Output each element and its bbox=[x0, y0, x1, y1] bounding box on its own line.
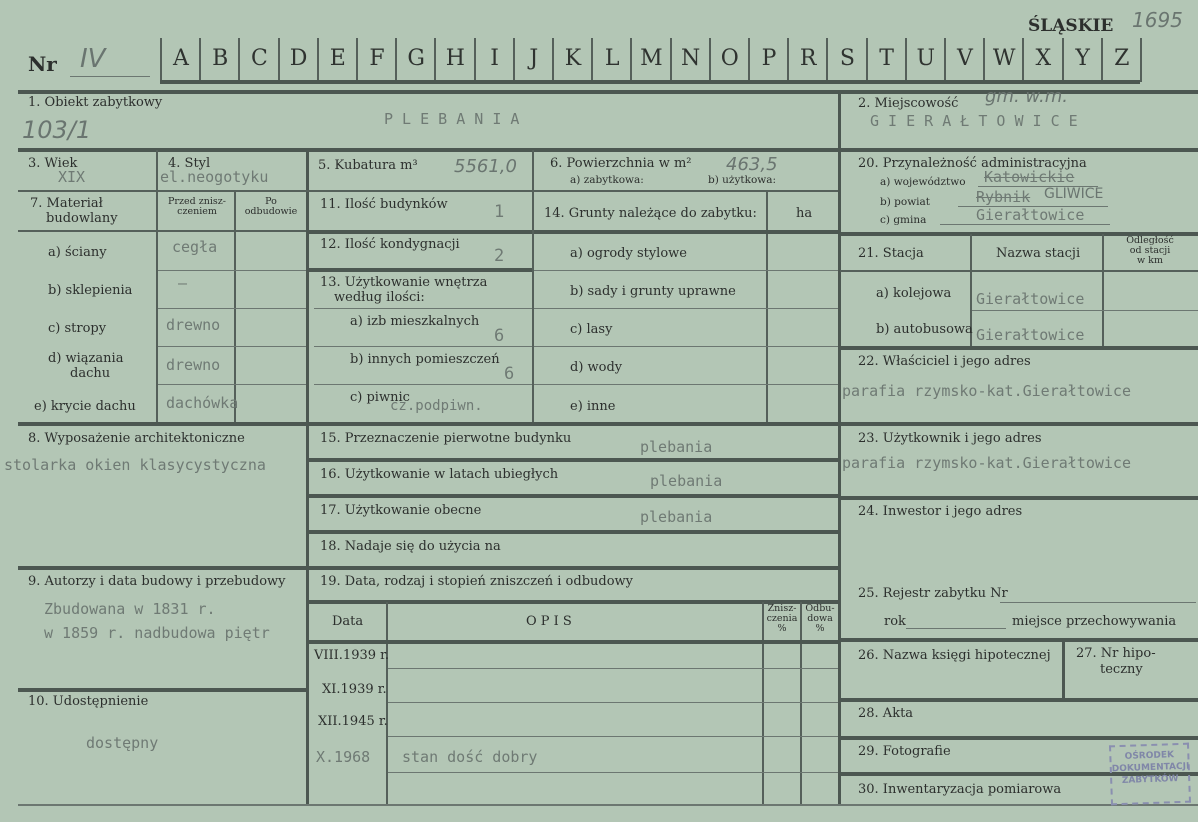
f19-label: 19. Data, rodzaj i stopień zniszczeń i odbudowy bbox=[320, 574, 634, 589]
f19-row-3-date: XII.1945 r. bbox=[318, 714, 388, 729]
f19-header-bottom bbox=[308, 640, 838, 644]
row5-top-rule bbox=[18, 566, 838, 570]
f17-label: 17. Użytkowanie obecne bbox=[320, 503, 482, 518]
f7-row-c-value: drewno bbox=[166, 316, 221, 334]
f6-value: 463,5 bbox=[726, 154, 778, 175]
letter-divider bbox=[591, 38, 593, 82]
letter-divider bbox=[905, 38, 907, 82]
f7-label-1: 7. Materiał bbox=[30, 196, 103, 211]
f7-row-e-label: e) krycie dachu bbox=[34, 399, 136, 414]
f16-label: 16. Użytkowanie w latach ubiegłych bbox=[320, 467, 559, 482]
f20-c-label: c) gmina bbox=[880, 214, 927, 226]
letter-divider bbox=[317, 38, 319, 82]
f19-col-destr: Znisz- czenia % bbox=[766, 603, 798, 634]
letter-u: U bbox=[916, 46, 936, 71]
letter-y: Y bbox=[1075, 46, 1090, 71]
f7-rule-c bbox=[158, 346, 306, 347]
f23-value: parafia rzymsko-kat.Gierałtowice bbox=[842, 454, 1131, 472]
header-rule bbox=[160, 80, 1140, 84]
letter-divider bbox=[1140, 38, 1142, 82]
letter-divider bbox=[278, 38, 280, 82]
f19-row-1-date: VIII.1939 r. bbox=[314, 648, 390, 663]
f13-c-label: c) piwnic bbox=[350, 390, 410, 405]
letter-divider bbox=[630, 38, 632, 82]
f7-row-a-value: cegła bbox=[172, 238, 218, 256]
f7-rule-d bbox=[158, 384, 306, 385]
f14-b-label: b) sady i grunty uprawne bbox=[570, 284, 736, 299]
f7-col-divider-2 bbox=[234, 192, 236, 422]
f28-top-rule bbox=[840, 698, 1198, 702]
f9-line-2: w 1859 r. nadbudowa piętr bbox=[44, 624, 270, 642]
f29-label: 29. Fotografie bbox=[858, 744, 951, 759]
letter-divider bbox=[983, 38, 985, 82]
f15-label: 15. Przeznaczenie pierwotne budynku bbox=[320, 431, 572, 446]
f20-b-label: b) powiat bbox=[880, 196, 931, 208]
f11-value: 1 bbox=[494, 202, 505, 222]
nr-underline bbox=[70, 76, 150, 77]
f3-f4-divider bbox=[156, 150, 158, 190]
f2-label: 2. Miejscowość bbox=[858, 96, 959, 111]
f14-e-label: e) inne bbox=[570, 399, 616, 414]
f19-row-4-date: X.1968 bbox=[316, 748, 371, 766]
letter-divider bbox=[160, 38, 162, 82]
letter-divider bbox=[748, 38, 750, 82]
nr-label: Nr bbox=[28, 52, 57, 76]
f7-col-after: Po odbudowie bbox=[244, 196, 298, 217]
f25-place: miejsce przechowywania bbox=[1012, 614, 1177, 629]
f12-label: 12. Ilość kondygnacji bbox=[320, 237, 460, 252]
letter-g: G bbox=[407, 46, 425, 71]
letter-divider bbox=[199, 38, 201, 82]
letter-t: T bbox=[879, 46, 894, 71]
letter-divider bbox=[1022, 38, 1024, 82]
f14-rule-b bbox=[534, 308, 838, 309]
nr-value: IV bbox=[80, 44, 106, 74]
letter-n: N bbox=[680, 46, 701, 71]
f6-label: 6. Powierzchnia w m² bbox=[550, 156, 692, 171]
f12-value: 2 bbox=[494, 246, 505, 266]
letter-s: S bbox=[839, 46, 855, 71]
f7-row-c-label: c) stropy bbox=[48, 321, 107, 336]
f14-unit-divider bbox=[766, 192, 768, 422]
letter-r: R bbox=[799, 46, 817, 71]
letter-l: L bbox=[604, 46, 620, 71]
f20-a-value: Katowickie bbox=[984, 168, 1075, 186]
f19-row-2-rule bbox=[388, 702, 838, 703]
f13-label-1: 13. Użytkowanie wnętrza bbox=[320, 275, 488, 290]
f5-value: 5561,0 bbox=[454, 156, 517, 177]
letter-b: B bbox=[212, 46, 229, 71]
f12-rule bbox=[308, 268, 532, 272]
letter-divider bbox=[434, 38, 436, 82]
f13-b-value: 6 bbox=[504, 364, 515, 384]
f21-b-value: Gierałtowice bbox=[976, 326, 1085, 344]
f9-label: 9. Autorzy i data budowy i przebudowy bbox=[28, 574, 286, 589]
letter-h: H bbox=[445, 46, 465, 71]
f13-rule-3 bbox=[314, 384, 532, 385]
f4-label: 4. Styl bbox=[168, 156, 211, 171]
f21-a-label: a) kolejowa bbox=[876, 286, 952, 301]
f21-a-value: Gierałtowice bbox=[976, 290, 1085, 308]
letter-a: A bbox=[173, 46, 189, 71]
letter-o: O bbox=[720, 46, 739, 71]
letter-divider bbox=[356, 38, 358, 82]
letter-p: P bbox=[761, 46, 777, 71]
f14-rule-c bbox=[534, 346, 838, 347]
f20-c-value: Gierałtowice bbox=[976, 206, 1085, 224]
f29-top-rule bbox=[840, 736, 1198, 740]
f22-label: 22. Właściciel i jego adres bbox=[858, 354, 1031, 369]
f19-row-4-desc: stan dość dobry bbox=[402, 748, 538, 766]
left-column-divider bbox=[306, 150, 309, 806]
f19-col-date: Data bbox=[332, 614, 364, 629]
letter-e: E bbox=[329, 46, 346, 71]
f21-col-dist: Odległość od stacji w km bbox=[1126, 235, 1174, 266]
letter-z: Z bbox=[1114, 46, 1130, 71]
f14-d-label: d) wody bbox=[570, 360, 623, 375]
f13-c-value: cz.podpiwn. bbox=[390, 398, 483, 414]
f28-label: 28. Akta bbox=[858, 706, 914, 721]
letter-j: J bbox=[529, 46, 539, 71]
row2-top-rule bbox=[18, 148, 1198, 152]
archive-stamp: OŚRODEK DOKUMENTACJI ZABYTKÓW bbox=[1109, 743, 1191, 806]
f7-label-2: budowlany bbox=[46, 211, 118, 226]
f19-col-rebuild: Odbu- dowa % bbox=[805, 603, 835, 634]
f13-label-2: według ilości: bbox=[334, 290, 425, 305]
f19-row-1-rule bbox=[388, 668, 838, 669]
f7-row-d-label-2: dachu bbox=[70, 366, 111, 381]
f11-rule bbox=[308, 230, 532, 234]
f7-row-e-value: dachówka bbox=[166, 394, 239, 412]
row4-top-rule bbox=[18, 422, 1198, 426]
f26-f27-divider bbox=[1062, 640, 1065, 700]
f7-rule-b bbox=[158, 308, 306, 309]
f17-rule bbox=[308, 530, 838, 534]
letter-divider bbox=[395, 38, 397, 82]
f24-label: 24. Inwestor i jego adres bbox=[858, 504, 1023, 519]
letter-f: F bbox=[369, 46, 385, 71]
f25-label: 25. Rejestr zabytku Nr bbox=[858, 586, 1008, 601]
bottom-edge bbox=[18, 804, 1198, 806]
f21-label: 21. Stacja bbox=[858, 246, 924, 261]
f13-rule-2 bbox=[314, 346, 532, 347]
f6-a-label: a) zabytkowa: bbox=[570, 174, 644, 186]
f6-b-label: b) użytkowa: bbox=[708, 174, 777, 186]
f21-a-rule bbox=[972, 310, 1198, 311]
f19-col-divider-1 bbox=[386, 602, 388, 806]
letter-x: X bbox=[1035, 46, 1052, 71]
letter-divider bbox=[670, 38, 672, 82]
letter-divider bbox=[1101, 38, 1103, 82]
f10-label: 10. Udostępnienie bbox=[28, 694, 149, 709]
row3-top-rule bbox=[18, 190, 838, 192]
f17-value: plebania bbox=[640, 508, 713, 526]
f21-header-rule bbox=[840, 270, 1198, 272]
f27-label-2: teczny bbox=[1100, 662, 1143, 677]
f13-b-label: b) innych pomieszczeń bbox=[350, 352, 500, 367]
f15-value: plebania bbox=[640, 438, 713, 456]
f20-b-value: Rybnik bbox=[976, 188, 1031, 206]
letter-k: K bbox=[564, 46, 582, 71]
f7-header-rule bbox=[18, 230, 306, 232]
letter-divider bbox=[552, 38, 554, 82]
letter-divider bbox=[709, 38, 711, 82]
f21-col-divider-2 bbox=[1102, 234, 1104, 346]
f15-rule bbox=[308, 458, 838, 462]
f10-value: dostępny bbox=[86, 734, 159, 752]
f7-row-a-label: a) ściany bbox=[48, 245, 107, 260]
f13-a-value: 6 bbox=[494, 326, 505, 346]
f9-line-1: Zbudowana w 1831 r. bbox=[44, 600, 216, 618]
f7-row-b-value: – bbox=[178, 274, 188, 292]
f1-value: P L E B A N I A bbox=[384, 110, 520, 128]
letter-i: I bbox=[490, 46, 499, 71]
f25-rok: rok bbox=[884, 614, 906, 629]
letter-d: D bbox=[289, 46, 308, 71]
f22-value: parafia rzymsko-kat.Gierałtowice bbox=[842, 382, 1131, 400]
f18-label: 18. Nadaje się do użycia na bbox=[320, 539, 501, 554]
letter-v: V bbox=[957, 46, 973, 71]
f13-rule-1 bbox=[314, 308, 532, 309]
f19-row-4-rule bbox=[388, 772, 838, 773]
f21-col-name: Nazwa stacji bbox=[996, 246, 1081, 261]
f14-label: 14. Grunty należące do zabytku: bbox=[544, 206, 757, 221]
handwritten-number: 1695 bbox=[1132, 8, 1183, 32]
f19-row-3-rule bbox=[388, 736, 838, 737]
f8-value: stolarka okien klasycystyczna bbox=[4, 456, 266, 474]
f25-line-1 bbox=[1000, 602, 1196, 603]
f20-b-new: GLIWICE bbox=[1044, 186, 1104, 202]
f26-top-rule bbox=[840, 638, 1198, 642]
f7-rule-a bbox=[158, 270, 306, 271]
f13-a-label: a) izb mieszkalnych bbox=[350, 314, 480, 329]
f3-value: XIX bbox=[58, 168, 86, 186]
letter-divider bbox=[1062, 38, 1064, 82]
f19-col-desc: O P I S bbox=[526, 614, 572, 629]
f14-rule-d bbox=[534, 384, 838, 385]
f27-label-1: 27. Nr hipo- bbox=[1076, 646, 1156, 661]
letter-divider bbox=[474, 38, 476, 82]
f22-top-rule bbox=[840, 346, 1198, 350]
f5-label: 5. Kubatura m³ bbox=[318, 158, 418, 173]
row6-top-rule bbox=[18, 688, 308, 692]
f7-row-b-label: b) sklepienia bbox=[48, 283, 133, 298]
f30-label: 30. Inwentaryzacja pomiarowa bbox=[858, 782, 1062, 797]
letter-w: W bbox=[992, 46, 1016, 71]
letter-divider bbox=[513, 38, 515, 82]
f23-label: 23. Użytkownik i jego adres bbox=[858, 431, 1042, 446]
f14-unit: ha bbox=[796, 206, 813, 221]
f20-a-label: a) województwo bbox=[880, 176, 966, 188]
f14-rule-a bbox=[534, 270, 838, 271]
f2-value: G I E R A Ł T O W I C E bbox=[870, 112, 1078, 130]
letter-divider bbox=[944, 38, 946, 82]
f7-row-d-value: drewno bbox=[166, 356, 221, 374]
f21-b-label: b) autobusowa bbox=[876, 322, 973, 337]
f16-value: plebania bbox=[650, 472, 723, 490]
f2-note: gm. w.m. bbox=[985, 86, 1068, 107]
f25-line-2 bbox=[906, 628, 1006, 629]
f8-label: 8. Wyposażenie architektoniczne bbox=[28, 431, 245, 446]
f7-col-before: Przed znisz- czeniem bbox=[168, 196, 226, 217]
letter-c: C bbox=[250, 46, 268, 71]
f7-col-divider-1 bbox=[156, 192, 158, 422]
f1-code: 103/1 bbox=[22, 116, 92, 144]
f14-a-label: a) ogrody stylowe bbox=[570, 246, 687, 261]
letter-divider bbox=[787, 38, 789, 82]
f1-label: 1. Obiekt zabytkowy bbox=[28, 95, 163, 110]
f16-rule bbox=[308, 494, 838, 498]
f4-value: el.neogotyku bbox=[160, 168, 269, 186]
f14-header-rule bbox=[534, 230, 838, 234]
letter-m: M bbox=[640, 46, 663, 71]
f20-label: 20. Przynależność administracyjna bbox=[858, 156, 1087, 171]
f3-label: 3. Wiek bbox=[28, 156, 78, 171]
f24-top-rule bbox=[840, 496, 1198, 500]
letter-divider bbox=[238, 38, 240, 82]
region-label: ŚLĄSKIE bbox=[1028, 16, 1114, 36]
f19-row-2-date: XI.1939 r. bbox=[322, 682, 387, 697]
f14-c-label: c) lasy bbox=[570, 322, 613, 337]
f20-c-line bbox=[940, 224, 1110, 225]
letter-divider bbox=[826, 38, 828, 82]
f26-label: 26. Nazwa księgi hipotecznej bbox=[858, 648, 1051, 663]
f11-label: 11. Ilość budynków bbox=[320, 197, 448, 212]
letter-divider bbox=[866, 38, 868, 82]
f7-row-d-label-1: d) wiązania bbox=[48, 351, 124, 366]
